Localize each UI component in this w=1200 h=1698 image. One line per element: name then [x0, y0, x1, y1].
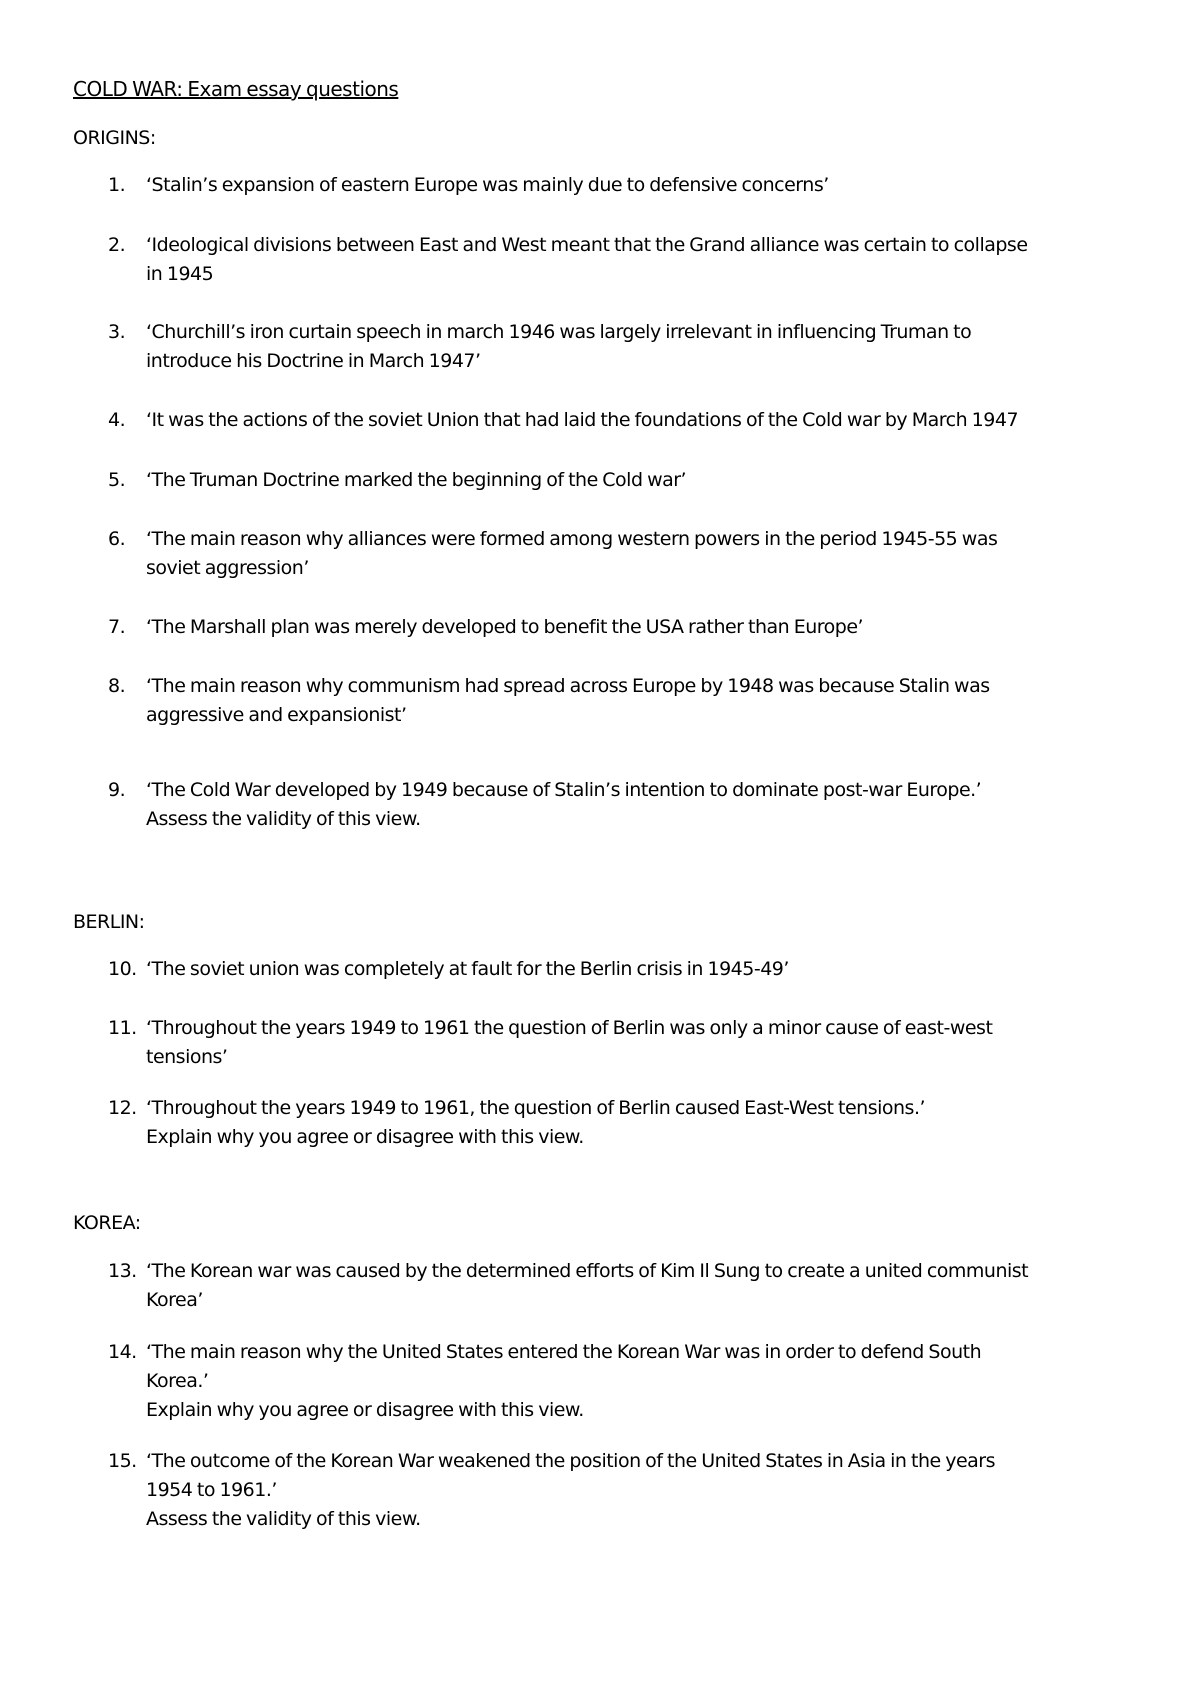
question-number: 3. [108, 321, 126, 343]
question-number: 4. [108, 409, 126, 431]
document-title: COLD WAR: Exam essay questions [73, 77, 399, 101]
question-number: 2. [108, 234, 126, 256]
question-text: ‘The Korean war was caused by the determined efforts of Kim Il Sung to create a united communist Korea’ [146, 1260, 1029, 1311]
question-number: 11. [108, 1017, 137, 1039]
question-number: 14. [108, 1341, 137, 1363]
question-number: 7. [108, 616, 126, 638]
question-number: 9. [108, 779, 126, 801]
question-text: ‘The main reason why the United States entered the Korean War was in order to defend South Korea.’ Explain why you agree or disagree with this view. [146, 1341, 982, 1421]
question-text: ‘The Cold War developed by 1949 because of Stalin’s intention to dominate post-war Europe.’ Assess the validity of this view. [146, 779, 982, 830]
question-text: ‘It was the actions of the soviet Union that had laid the foundations of the Cold war by March 1947 [146, 409, 1019, 431]
question-number: 8. [108, 675, 126, 697]
question-text: ‘Ideological divisions between East and West meant that the Grand alliance was certain to collapse in 1945 [146, 234, 1028, 285]
question-text: ‘The soviet union was completely at fault for the Berlin crisis in 1945-49’ [146, 958, 789, 980]
question-number: 12. [108, 1097, 137, 1119]
question-text: ‘Churchill’s iron curtain speech in march 1946 was largely irrelevant in influencing Truman to introduce his Doctrine in March 1947’ [146, 321, 972, 372]
question-number: 15. [108, 1450, 137, 1472]
question-text: ‘Throughout the years 1949 to 1961, the question of Berlin caused East-West tensions.’ Explain why you agree or disagree with this view. [146, 1097, 926, 1148]
question-text: ‘The main reason why alliances were formed among western powers in the period 1945-55 was soviet aggression’ [146, 528, 998, 579]
question-number: 5. [108, 469, 126, 491]
question-text: ‘Throughout the years 1949 to 1961 the question of Berlin was only a minor cause of east-west tensions’ [146, 1017, 993, 1068]
question-number: 13. [108, 1260, 137, 1282]
question-number: 10. [108, 958, 137, 980]
section-heading-origins: ORIGINS: [73, 127, 156, 149]
question-text: ‘The Truman Doctrine marked the beginning of the Cold war’ [146, 469, 687, 491]
question-text: ‘The main reason why communism had spread across Europe by 1948 was because Stalin was aggressive and expansionist’ [146, 675, 990, 726]
question-text: ‘The Marshall plan was merely developed to benefit the USA rather than Europe’ [146, 616, 864, 638]
section-heading-korea: KOREA: [73, 1212, 141, 1234]
question-text: ‘The outcome of the Korean War weakened the position of the United States in Asia in the years 1954 to 1961.’ Assess the validity of this view. [146, 1450, 996, 1530]
section-heading-berlin: BERLIN: [73, 911, 145, 933]
question-number: 1. [108, 174, 126, 196]
question-text: ‘Stalin’s expansion of eastern Europe was mainly due to defensive concerns’ [146, 174, 829, 196]
question-number: 6. [108, 528, 126, 550]
